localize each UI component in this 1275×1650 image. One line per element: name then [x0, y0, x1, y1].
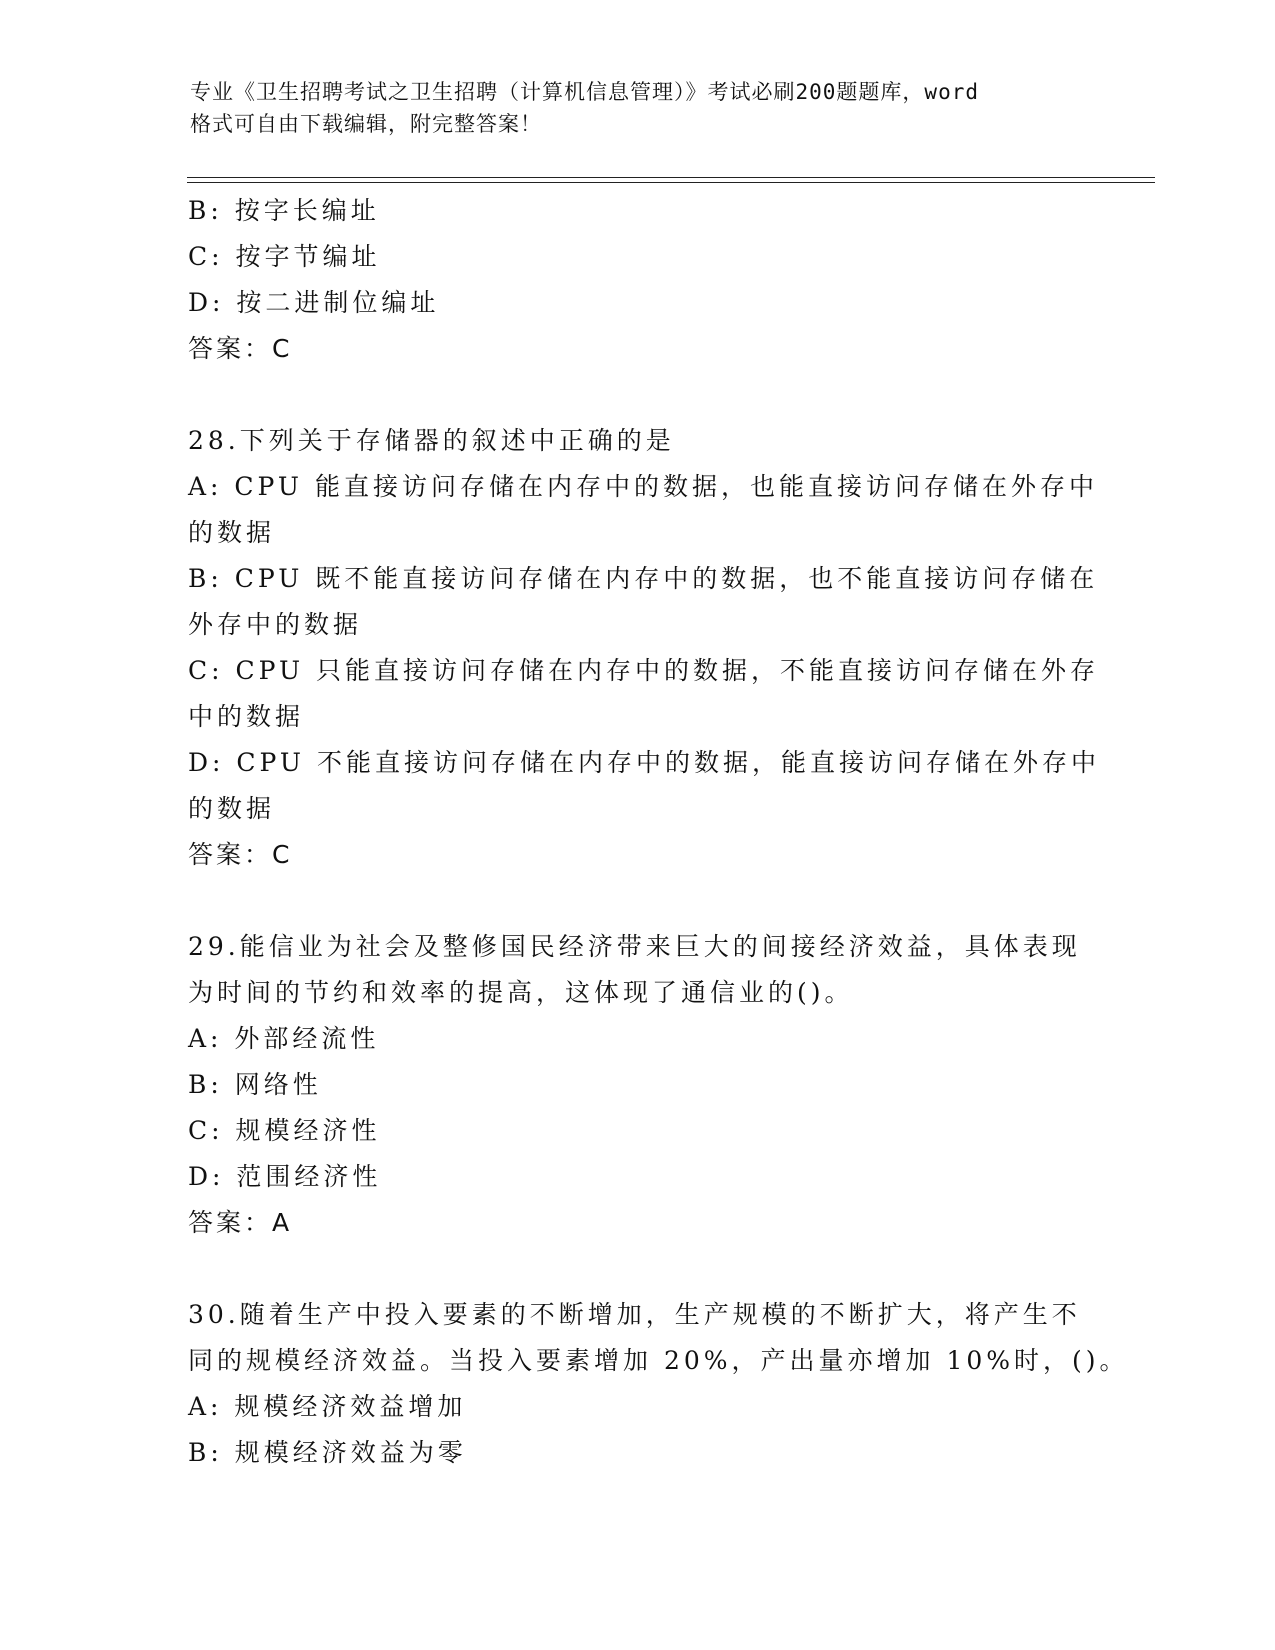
spacer [188, 878, 1088, 924]
q29-option-a: A: 外部经流性 [188, 1024, 380, 1053]
q28-option-d-line1: D: CPU 不能直接访问存储在内存中的数据，能直接访问存储在外存中 [188, 748, 1100, 777]
q27-option-b: B: 按字长编址 [188, 196, 380, 225]
q30-option-b: B: 规模经济效益为零 [188, 1438, 467, 1467]
q28-answer: 答案：C [188, 840, 293, 869]
q28-option-d-line2: 的数据 [188, 794, 276, 823]
q28-option-b-line1: B: CPU 既不能直接访问存储在内存中的数据，也不能直接访问存储在 [188, 564, 1099, 593]
q28-option-c-line2: 中的数据 [188, 702, 305, 731]
q27-option-d: D: 按二进制位编址 [188, 288, 440, 317]
q28-option-a-line2: 的数据 [188, 518, 276, 547]
q27-option-c: C: 按字节编址 [188, 242, 381, 271]
header-line-1: 专业《卫生招聘考试之卫生招聘（计算机信息管理）》考试必刷200题题库，word [190, 80, 979, 104]
spacer [188, 1246, 1088, 1292]
header-rule-bottom [187, 182, 1155, 183]
q29-answer: 答案：A [188, 1208, 293, 1237]
q30-question-line2: 同的规模经济效益。当投入要素增加 20%，产出量亦增加 10%时，()。 [188, 1346, 1129, 1375]
q29-option-b: B: 网络性 [188, 1070, 322, 1099]
header-line-2: 格式可自由下载编辑，附完整答案！ [190, 112, 542, 136]
q28-question: 28.下列关于存储器的叙述中正确的是 [188, 426, 675, 455]
q27-answer: 答案：C [188, 334, 293, 363]
q30-option-a: A: 规模经济效益增加 [188, 1392, 467, 1421]
q28-option-c-line1: C: CPU 只能直接访问存储在内存中的数据，不能直接访问存储在外存 [188, 656, 1100, 685]
q29-option-d: D: 范围经济性 [188, 1162, 382, 1191]
q30-question-line1: 30.随着生产中投入要素的不断增加，生产规模的不断扩大，将产生不 [188, 1300, 1081, 1329]
q28-option-b-line2: 外存中的数据 [188, 610, 363, 639]
q29-question-line2: 为时间的节约和效率的提高，这体现了通信业的()。 [188, 978, 854, 1007]
q29-question-line1: 29.能信业为社会及整修国民经济带来巨大的间接经济效益，具体表现 [188, 932, 1081, 961]
question-list [188, 188, 1129, 1476]
q28-option-a-line1: A: CPU 能直接访问存储在内存中的数据，也能直接访问存储在外存中 [188, 472, 1098, 501]
spacer [188, 372, 1088, 418]
q29-option-c: C: 规模经济性 [188, 1116, 381, 1145]
header-rule-top [187, 177, 1155, 178]
document-header [190, 76, 1090, 140]
